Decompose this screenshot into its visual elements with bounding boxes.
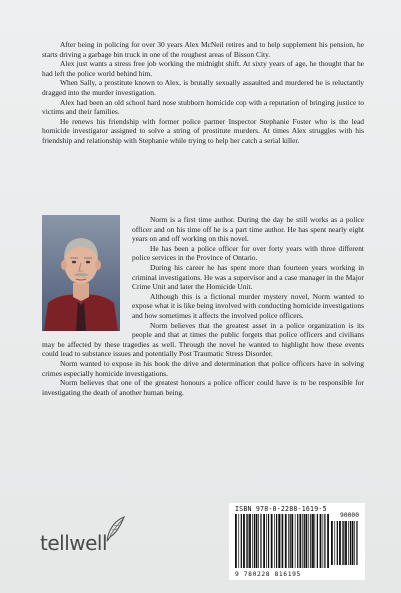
- barcode-bar: [350, 521, 351, 565]
- barcode-bar: [317, 514, 318, 568]
- barcode-bar: [342, 521, 343, 565]
- barcode-bar: [285, 514, 287, 568]
- quill-icon: [104, 516, 126, 542]
- barcode-bar: [302, 514, 303, 568]
- barcode-bars: [235, 514, 331, 568]
- author-paragraph: He has been a police officer for over forty years with three different police services in the Province of Ontario.: [132, 243, 364, 263]
- book-synopsis: [42, 40, 364, 146]
- barcode-bar: [260, 514, 261, 568]
- barcode-bar: [290, 514, 291, 568]
- barcode-bar: [304, 514, 305, 568]
- synopsis-paragraph: When Sally, a prostitute known to Alex, is brutally sexually assaulted and murdered he is reluctantly dragged into the murder investigation.: [42, 78, 364, 97]
- barcode-bar: [281, 514, 282, 568]
- publisher-logo: [40, 516, 130, 556]
- barcode-bar: [343, 521, 344, 565]
- author-bio: [42, 215, 364, 397]
- barcode-bar: [254, 514, 255, 568]
- author-photo: [42, 215, 120, 331]
- barcode-bar: [297, 514, 298, 568]
- barcode-bar: [356, 521, 357, 565]
- barcode-bar: [312, 514, 314, 568]
- barcode-bar: [263, 514, 265, 568]
- barcode-bar: [314, 514, 315, 568]
- author-paragraph: During his career he has spent more than fourteen years working in criminal investigations. He was a supervisor and a case manager in the Major Crime Unit and later the Homicide Unit.: [132, 262, 364, 292]
- publisher-name: tellwell: [40, 531, 108, 555]
- barcode-bar: [266, 514, 267, 568]
- barcode-bar: [271, 514, 273, 568]
- barcode-bar: [339, 521, 341, 565]
- barcode-bar: [324, 514, 325, 568]
- barcode-bar: [334, 521, 335, 565]
- barcode-bar: [352, 521, 354, 565]
- barcode-bar: [323, 514, 324, 568]
- barcode-bar: [282, 514, 283, 568]
- barcode: [229, 503, 365, 580]
- barcode-bar: [235, 514, 237, 568]
- addon-bars: [331, 521, 359, 565]
- barcode-digits: 9 780228 816195: [235, 571, 301, 578]
- barcode-bar: [310, 514, 311, 568]
- author-paragraph: Norm wanted to expose in his book the drive and determination that police officers have in solving crimes especially homicide investigations.: [42, 358, 364, 378]
- barcode-bar: [348, 521, 349, 565]
- barcode-bar: [320, 514, 322, 568]
- synopsis-paragraph: Alex had been an old school hard nose stubborn homicide cop with a reputation of bringing justice to victims and their families.: [42, 97, 364, 117]
- barcode-bar: [274, 514, 275, 568]
- barcode-bar: [247, 514, 248, 568]
- author-paragraph: Norm believes that the greatest asset in a police organization is its people and that at times the public forgets that police officers and civilians may be affected by these tragedies as well. Through the novel he wanted to highlight how these events could lead to substance issues and potentially Post Traumatic Stress Disorder.: [42, 320, 364, 359]
- author-paragraph: Norm is a first time author. During the day he still works as a police officer and on his time off he is a part time author. He has spent nearly eight years on and off working on this novel.: [132, 215, 364, 244]
- barcode-bar: [331, 521, 333, 565]
- barcode-bar: [238, 514, 239, 568]
- barcode-bar: [268, 514, 269, 568]
- synopsis-paragraph: He renews his friendship with former police partner Inspector Stephanie Foster who is the lead homicide investigator assigned to solve a string of prostitute murders. At times Alex struggles with his friendship and relationship with Stephanie while trying to help her catch a serial killer.: [42, 116, 364, 145]
- barcode-bar: [241, 514, 242, 568]
- barcode-bar: [278, 514, 280, 568]
- synopsis-paragraph: Alex just wants a stress free job working the midnight shift. At sixty years of age, he thought that he had left the police world behind him.: [42, 59, 364, 78]
- synopsis-paragraph: After being in policing for over 30 years Alex McNeil retires and to help supplement his pension, he starts driving a garbage bin truck in one of the roughest areas of Bisson City.: [42, 40, 364, 59]
- barcode-bar: [249, 514, 251, 568]
- price-code: 90000: [340, 512, 359, 519]
- author-paragraph: Although this is a fictional murder mystery novel, Norm wanted to expose what it is like being involved with conducting homicide investigations and how sometimes it affects the involved police officers.: [132, 291, 364, 320]
- barcode-bar: [258, 514, 259, 568]
- isbn-text: ISBN 978-0-2288-1619-5: [235, 505, 327, 513]
- barcode-bar: [256, 514, 258, 568]
- barcode-bar: [288, 514, 289, 568]
- barcode-bar: [276, 514, 277, 568]
- barcode-bar: [252, 514, 253, 568]
- barcode-bar: [299, 514, 301, 568]
- author-paragraph: Norm believes that one of the greatest honours a police officer could have is to be responsible for investigating the death of another human being.: [42, 378, 364, 397]
- barcode-bar: [243, 514, 245, 568]
- barcode-bar: [345, 521, 347, 565]
- barcode-bar: [295, 514, 296, 568]
- barcode-bar: [327, 514, 329, 568]
- barcode-bar: [306, 514, 308, 568]
- barcode-bar: [354, 521, 355, 565]
- barcode-bar: [337, 521, 338, 565]
- barcode-bar: [308, 514, 309, 568]
- barcode-bar: [246, 514, 247, 568]
- barcode-bar: [291, 514, 293, 568]
